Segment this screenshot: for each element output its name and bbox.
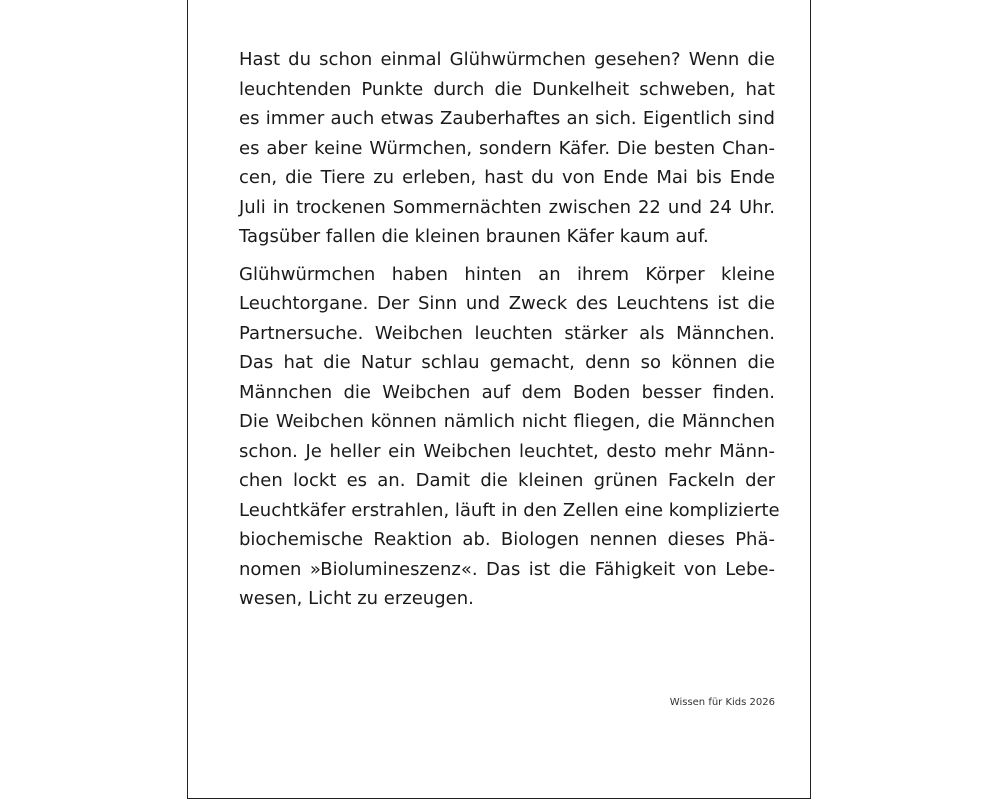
text-line: cen, die Tiere zu erleben, hast du von Ende Mai bis Ende: [239, 167, 775, 188]
text-line: Glühwürmchen haben hinten an ihrem Körper kleine: [239, 263, 775, 285]
text-line: Hast du schon einmal Glühwürmchen gesehen? Wenn die: [239, 49, 775, 70]
text-line: Leuchtorgane. Der Sinn und Zweck des Leuchtens ist die: [239, 293, 775, 314]
text-line: es immer auch etwas Zauberhaftes an sich. Eigentlich sind: [239, 108, 775, 129]
text-line: nomen »Biolumineszenz«. Das ist die Fähigkeit von Lebe-: [239, 558, 775, 580]
paragraph-2: [239, 260, 780, 614]
text-line: Das hat die Natur schlau gemacht, denn so können die: [239, 352, 775, 373]
document-page: [187, 0, 811, 799]
body-text: [239, 45, 780, 614]
text-line: es aber keine Würmchen, sondern Käfer. Die besten Chan-: [239, 137, 775, 159]
text-line: chen lockt es an. Damit die kleinen grünen Fackeln der: [239, 470, 775, 491]
text-line: Tagsüber fallen die kleinen braunen Käfer kaum auf.: [239, 226, 709, 247]
text-line: Die Weibchen können nämlich nicht fliegen, die Männchen: [239, 411, 775, 432]
text-line: biochemische Reaktion ab. Biologen nennen dieses Phä-: [239, 529, 775, 550]
text-line: Männchen die Weibchen auf dem Boden besser finden.: [239, 381, 775, 403]
text-line: wesen, Licht zu erzeugen.: [239, 588, 474, 609]
text-line: leuchtenden Punkte durch die Dunkelheit schweben, hat: [239, 78, 775, 100]
text-line: schon. Je heller ein Weibchen leuchtet, desto mehr Männ-: [239, 440, 775, 462]
text-line: Leuchtkäfer erstrahlen, läuft in den Zellen eine komplizierte: [239, 499, 780, 521]
page-footer: Wissen für Kids 2026: [669, 697, 775, 708]
text-line: Juli in trockenen Sommernächten zwischen 22 und 24 Uhr.: [239, 196, 775, 218]
text-line: Partnersuche. Weibchen leuchten stärker als Männchen.: [239, 322, 775, 344]
paragraph-1: [239, 45, 775, 252]
